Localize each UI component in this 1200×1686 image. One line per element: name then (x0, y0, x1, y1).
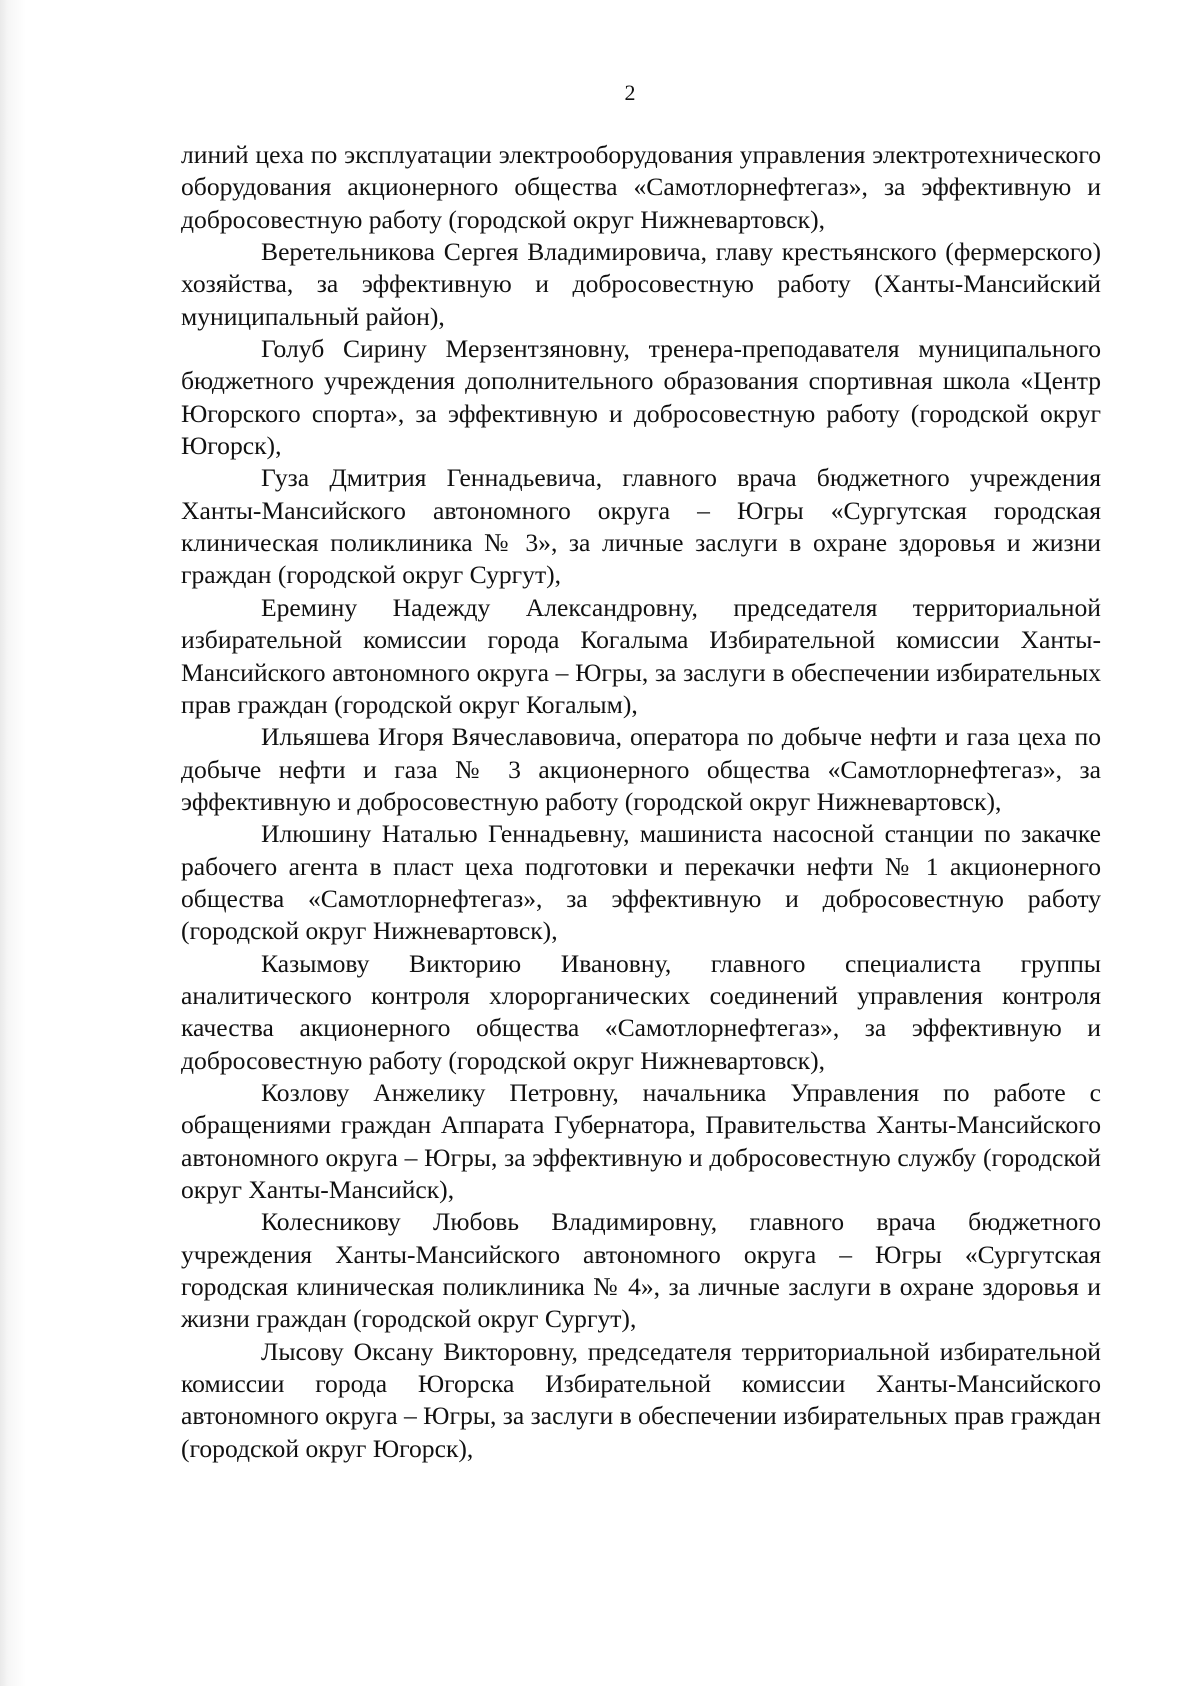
paragraph-7: Илюшину Наталью Геннадьевну, машиниста насосной станции по закачке рабочего агента в пласт цеха подготовки и перекачки нефти № 1 акционерного общества «Самотлорнефтегаз», за эффективную и добросовестную работу (городской округ Нижневартовск), (181, 819, 1101, 946)
paragraph-3: Голуб Сирину Мерзентзяновну, тренера-преподавателя муниципального бюджетного учреждения дополнительного образования спортивная школа «Центр Югорского спорта», за эффективную и добросовестную работу (городской округ Югорск), (181, 334, 1101, 461)
page-number: 2 (624, 80, 636, 105)
paragraph-1: линий цеха по эксплуатации электрооборудования управления электротехнического оборудования акционерного общества «Самотлорнефтегаз», за эффективную и добросовестную работу (городской округ Нижневартовск), (181, 140, 1101, 234)
paragraph-8: Казымову Викторию Ивановну, главного специалиста группы аналитического контроля хлорорганических соединений управления контроля качества акционерного общества «Самотлорнефтегаз», за эффективную и добросовестную работу (городской округ Нижневартовск), (181, 948, 1101, 1075)
paragraph-10: Колесникову Любовь Владимировну, главного врача бюджетного учреждения Ханты-Мансийского автономного округа – Югры «Сургутская городская клиническая поликлиника № 4», за личные заслуги в охране здоровья и жизни граждан (городской округ Сургут), (181, 1207, 1101, 1334)
paragraph-2: Веретельникова Сергея Владимировича, главу крестьянского (фермерского) хозяйства, за эффективную и добросовестную работу (Ханты-Мансийский муниципальный район), (181, 237, 1101, 331)
paragraph-6: Ильяшева Игоря Вячеславовича, оператора по добыче нефти и газа цеха по добыче нефти и газа № 3 акционерного общества «Самотлорнефтегаз», за эффективную и добросовестную работу (городской округ Нижневартовск), (181, 722, 1101, 816)
paragraph-11: Лысову Оксану Викторовну, председателя территориальной избирательной комиссии города Югорска Избирательной комиссии Ханты-Мансийского автономного округа – Югры, за заслуги в обеспечении избирательных прав граждан (городской округ Югорск), (181, 1336, 1101, 1463)
scan-edge-shadow (0, 0, 26, 1686)
document-body (181, 139, 1101, 1465)
paragraph-5: Еремину Надежду Александровну, председателя территориальной избирательной комиссии города Когалыма Избирательной комиссии Ханты-Мансийского автономного округа – Югры, за заслуги в обеспечении избирательных прав граждан (городской округ Когалым), (181, 592, 1101, 719)
paragraph-9: Козлову Анжелику Петровну, начальника Управления по работе с обращениями граждан Аппарата Губернатора, Правительства Ханты-Мансийского автономного округа – Югры, за эффективную и добросовестную службу (городской округ Ханты-Мансийск), (181, 1077, 1101, 1204)
paragraph-4: Гуза Дмитрия Геннадьевича, главного врача бюджетного учреждения Ханты-Мансийского автономного округа – Югры «Сургутская городская клиническая поликлиника № 3», за личные заслуги в охране здоровья и жизни граждан (городской округ Сургут), (181, 463, 1101, 590)
